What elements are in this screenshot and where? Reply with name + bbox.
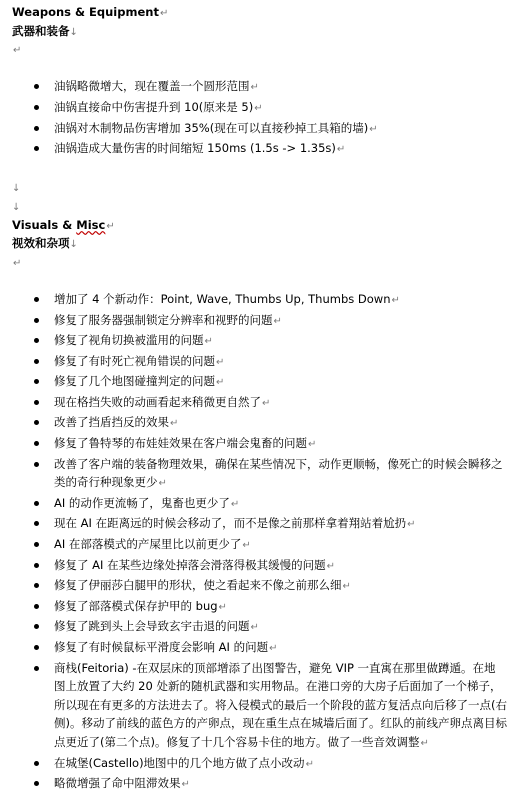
bullet-icon xyxy=(34,441,39,446)
list-item xyxy=(12,331,507,352)
item-text: 现在 AI 在距离远的时候会移动了，而不是像之前那样拿着翔站着尬扔 xyxy=(54,516,407,531)
paragraph-mark: ↵ xyxy=(13,257,22,269)
line-break-mark: ↓ xyxy=(69,239,78,251)
heading-text-misc: Misc xyxy=(76,217,106,232)
heading-text: Visuals & xyxy=(12,217,77,232)
item-text: 修复了 AI 在某些边缘处掉落会滑落得极其缓慢的问题 xyxy=(54,557,326,572)
bullet-icon xyxy=(34,84,39,89)
item-text: 现在格挡失败的动画看起来稍微更自然了 xyxy=(54,394,261,409)
paragraph-mark: ↵ xyxy=(204,336,213,348)
list-item xyxy=(12,119,507,140)
bullet-icon xyxy=(34,563,39,568)
paragraph-mark: ↵ xyxy=(342,581,351,593)
list-item xyxy=(12,774,507,795)
bullet-icon xyxy=(34,297,39,302)
section-visuals-heading-en xyxy=(12,216,507,235)
list-item xyxy=(12,372,507,393)
bullet-icon xyxy=(34,501,39,506)
list-item xyxy=(12,455,507,494)
weapons-list xyxy=(12,77,507,159)
bullet-icon xyxy=(34,359,39,364)
list-item xyxy=(12,352,507,373)
paragraph-mark: ↵ xyxy=(326,560,335,572)
item-text: 修复了跳到头上会导致玄宇击退的问题 xyxy=(54,619,250,634)
list-item xyxy=(12,77,507,98)
list-item xyxy=(12,576,507,597)
paragraph-mark: ↵ xyxy=(420,737,429,749)
paragraph-mark: ↵ xyxy=(250,82,259,94)
item-text: 改善了挡盾挡反的效果 xyxy=(54,415,169,430)
item-text: 油锅略微增大，现在覆盖一个圆形范围 xyxy=(54,79,250,94)
heading-text: Weapons & Equipment xyxy=(12,5,159,19)
empty-paragraph xyxy=(12,197,507,216)
paragraph-mark: ↵ xyxy=(262,397,271,409)
item-text: AI 在部落模式的产屎里比以前更少了 xyxy=(54,537,242,552)
line-break-mark: ↓ xyxy=(69,26,78,38)
bullet-icon xyxy=(34,462,39,467)
paragraph-mark: ↵ xyxy=(216,356,225,368)
spacer xyxy=(12,271,507,290)
bullet-icon xyxy=(34,624,39,629)
list-item xyxy=(12,754,507,775)
item-text: 修复了几个地图碰撞判定的问题 xyxy=(54,374,215,389)
item-text: 修复了有时死亡视角错误的问题 xyxy=(54,353,215,368)
bullet-icon xyxy=(34,781,39,786)
paragraph-mark: ↵ xyxy=(369,123,378,135)
list-item xyxy=(12,556,507,577)
bullet-icon xyxy=(34,318,39,323)
bullet-icon xyxy=(34,105,39,110)
list-item xyxy=(12,434,507,455)
bullet-icon xyxy=(34,604,39,609)
paragraph-mark: ↵ xyxy=(407,519,416,531)
item-text: 油锅直接命中伤害提升到 10(原来是 5) xyxy=(54,99,254,114)
item-text: 修复了有时候鼠标平滑度会影响 AI 的问题 xyxy=(54,640,269,654)
item-text: 修复了视角切换被滥用的问题 xyxy=(54,333,204,348)
paragraph-mark: ↵ xyxy=(269,643,278,654)
list-item xyxy=(12,514,507,535)
paragraph-mark: ↵ xyxy=(216,377,225,389)
bullet-icon xyxy=(34,542,39,547)
bullet-icon xyxy=(34,761,39,766)
list-item xyxy=(12,597,507,618)
bullet-icon xyxy=(34,379,39,384)
paragraph-mark: ↵ xyxy=(242,540,251,552)
bullet-icon xyxy=(34,146,39,151)
section-weapons-heading-en xyxy=(12,3,507,22)
list-item xyxy=(12,494,507,515)
empty-paragraph xyxy=(12,178,507,197)
paragraph-mark: ↵ xyxy=(181,779,190,791)
list-item xyxy=(12,413,507,434)
list-item xyxy=(12,98,507,119)
item-text: 增加了 4 个新动作：Point, Wave, Thumbs Up, Thumbs Down xyxy=(54,291,391,306)
list-item xyxy=(12,659,507,754)
bullet-icon xyxy=(34,420,39,425)
paragraph-mark: ↵ xyxy=(158,478,167,490)
list-item xyxy=(12,311,507,332)
item-text: 商栈(Feitoria) -在双层床的顶部增添了出图警告，避免 VIP 一直寓在那里做蹲遁。在地图上放置了大约 20 处新的随机武器和实用物品。在港口旁的大房子后面加了一个梯子，所以现在有更多的方法进去了。将入侵模式的最后一个阶段的蓝方复活点向后移了一点(右侧)。移动了前线的蓝色方的产卵点，现在重生点在城墙后面了。红队的前线产卵点离目标点更近了(第二个点)。修复了十几个容易卡住的地方。做了一些音效调整 xyxy=(54,660,507,749)
item-text: 修复了鲁特琴的布娃娃效果在客户端会鬼畜的问题 xyxy=(54,436,307,451)
paragraph-mark: ↵ xyxy=(230,498,240,510)
item-text: 修复了部落模式保存护甲的 bug xyxy=(54,598,218,613)
paragraph-mark: ↵ xyxy=(305,758,314,770)
bullet-icon xyxy=(34,645,39,650)
paragraph-mark: ↵ xyxy=(250,622,259,634)
paragraph-mark: ↵ xyxy=(159,8,169,19)
bullet-icon xyxy=(34,338,39,343)
item-text: 修复了服务器强制锁定分辨率和视野的问题 xyxy=(54,312,273,327)
section-weapons-heading-zh xyxy=(12,22,507,41)
paragraph-mark: ↵ xyxy=(218,601,227,613)
item-text: 油锅对木制物品伤害增加 35%(现在可以直接秒掉工具箱的墙) xyxy=(54,120,369,135)
heading-text: 视效和杂项 xyxy=(12,236,70,251)
paragraph-mark: ↵ xyxy=(254,102,263,114)
line-break-mark: ↓ xyxy=(12,183,21,195)
item-text: 改善了客户端的装备物理效果，确保在某些情况下，动作更顺畅，像死亡的时候会瞬移之类的奇行种现象更少 xyxy=(54,456,503,490)
empty-paragraph xyxy=(12,40,507,59)
item-text: 在城堡(Castello)地图中的几个地方做了点小改动 xyxy=(54,755,305,770)
visuals-list xyxy=(12,290,507,795)
paragraph-mark: ↵ xyxy=(273,315,282,327)
list-item xyxy=(12,535,507,556)
item-text: AI 的动作更流畅了，鬼畜也更少了 xyxy=(54,495,230,510)
list-item xyxy=(12,139,507,160)
list-item xyxy=(12,617,507,638)
list-item xyxy=(12,638,507,659)
item-text: 略微增强了命中阻滞效果 xyxy=(54,776,181,791)
paragraph-mark: ↵ xyxy=(308,439,317,451)
line-break-mark: ↓ xyxy=(12,201,21,213)
empty-paragraph xyxy=(12,253,507,272)
document-body xyxy=(12,3,507,795)
item-text: 油锅造成大量伤害的时间缩短 150ms (1.5s -> 1.35s) xyxy=(54,141,336,156)
bullet-icon xyxy=(34,666,39,671)
section-visuals-heading-zh xyxy=(12,234,507,253)
paragraph-mark: ↵ xyxy=(336,144,346,156)
paragraph-mark: ↵ xyxy=(13,45,22,57)
bullet-icon xyxy=(34,400,39,405)
paragraph-mark: ↵ xyxy=(391,294,400,306)
heading-text: 武器和装备 xyxy=(12,23,70,38)
list-item xyxy=(12,393,507,414)
spacer xyxy=(12,59,507,78)
bullet-icon xyxy=(34,583,39,588)
bullet-icon xyxy=(34,126,39,131)
paragraph-mark: ↵ xyxy=(170,418,179,430)
spacer xyxy=(12,160,507,179)
list-item xyxy=(12,290,507,311)
item-text: 修复了伊丽莎白腿甲的形状，使之看起来不像之前那么细 xyxy=(54,578,342,593)
bullet-icon xyxy=(34,521,39,526)
paragraph-mark: ↵ xyxy=(106,220,115,232)
